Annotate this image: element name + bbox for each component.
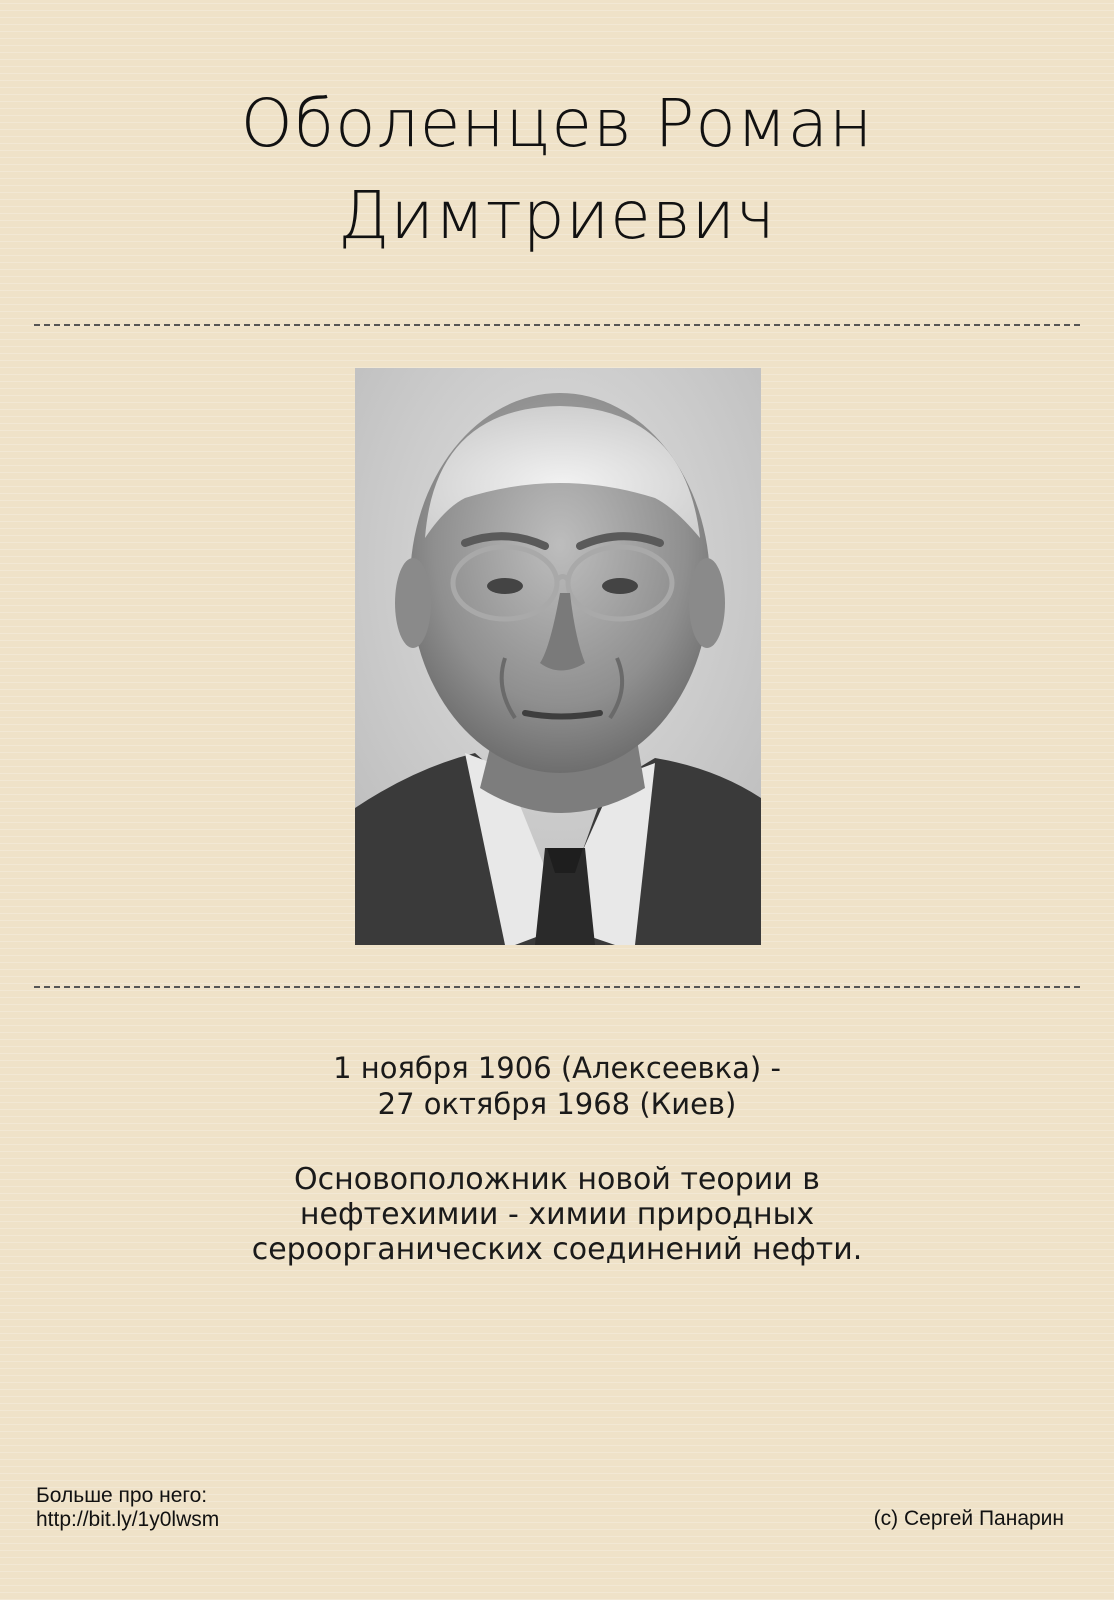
title-line-2: Димтриевич (338, 177, 776, 254)
death-date: 27 октября 1968 (Киев) (377, 1087, 737, 1121)
more-link[interactable]: http://bit.ly/1y0lwsm (36, 1508, 220, 1531)
description-line-1: Основоположник новой теории в (294, 1162, 820, 1197)
more-info (36, 1484, 219, 1532)
birth-date: 1 ноября 1906 (Алексеевка) - (333, 1051, 781, 1085)
copyright: (c) Сергей Панарин (873, 1507, 1064, 1530)
page-title (0, 78, 1114, 262)
description-line-2: нефтехимии - химии природных (299, 1197, 815, 1232)
bottom-divider (34, 986, 1080, 988)
life-dates (0, 1050, 1114, 1122)
title-line-1: Оболенцев Роман (240, 85, 874, 162)
top-divider (34, 324, 1080, 326)
more-label: Больше про него: (36, 1484, 208, 1507)
portrait-image (355, 368, 761, 945)
description (0, 1162, 1114, 1267)
description-line-3: сероорганических соединений нефти. (251, 1232, 863, 1267)
